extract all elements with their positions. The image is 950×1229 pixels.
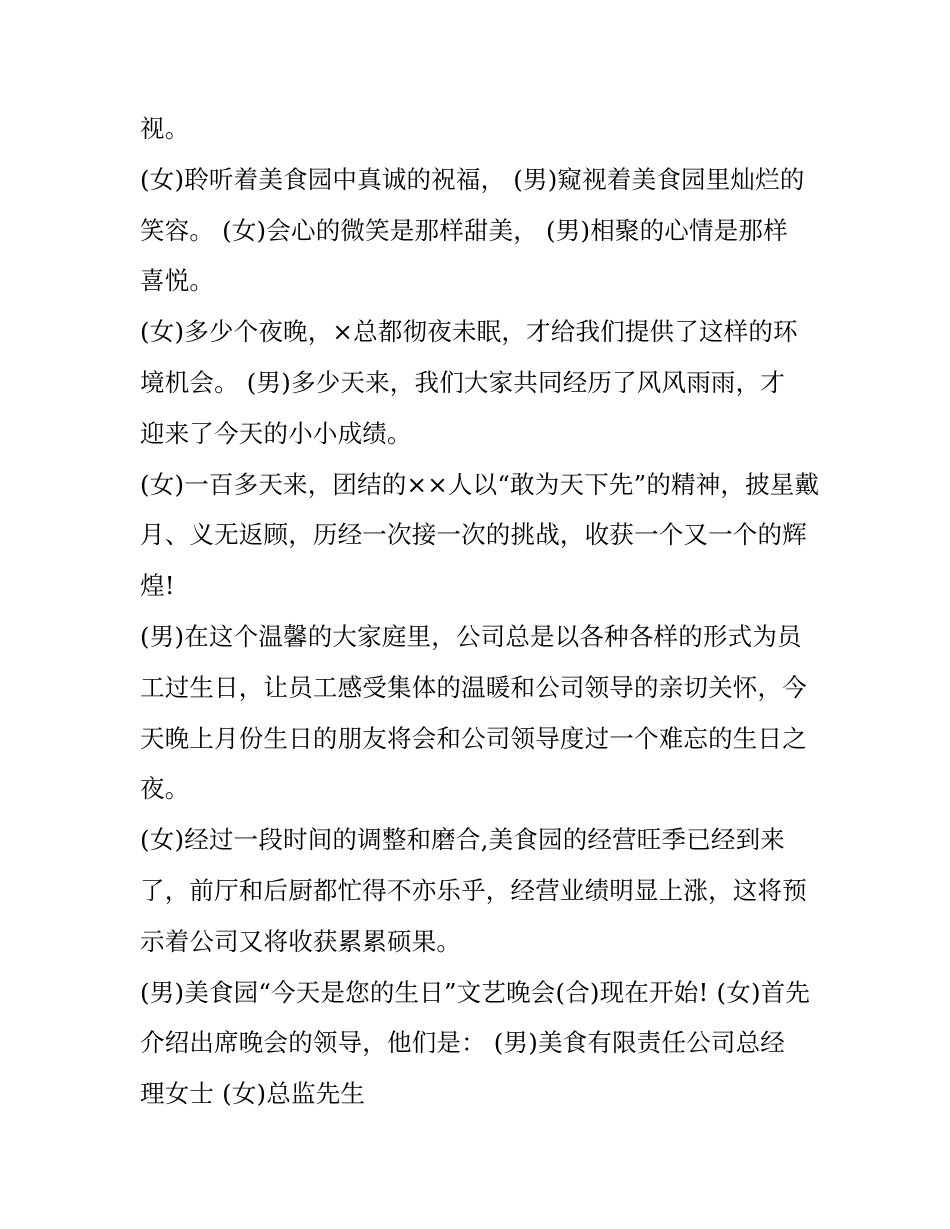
text-line: (女)聆听着美食园中真诚的祝福， (男)窥视着美食园里灿烂的 xyxy=(140,164,805,194)
text-line: (男)美食园“今天是您的生日”文艺晚会(合)现在开始! (女)首先 xyxy=(140,977,811,1007)
document-body xyxy=(140,104,820,1120)
text-line: (女)一百多天来，团结的××人以“敢为天下先”的精神，披星戴 xyxy=(140,469,820,499)
text-line: (男)在这个温馨的大家庭里，公司总是以各种各样的形式为员 xyxy=(140,621,802,651)
text-line: (女)多少个夜晚，×总都彻夜未眠，才给我们提供了这样的环 xyxy=(140,317,798,347)
text-line: 视。 xyxy=(140,114,190,143)
text-line: 天晚上月份生日的朋友将会和公司领导度过一个难忘的生日之 xyxy=(140,723,807,753)
text-line: 月、义无返顾，历经一次接一次的挑战，收获一个又一个的辉 xyxy=(140,520,807,550)
text-line: 煌! xyxy=(140,571,175,601)
text-line: 笑容。 (女)会心的微笑是那样甜美， (男)相聚的心情是那样 xyxy=(140,215,788,245)
text-line: 工过生日，让员工感受集体的温暖和公司领导的亲切关怀，今 xyxy=(140,672,807,702)
text-line: (女)经过一段时间的调整和磨合,美食园的经营旺季已经到来 xyxy=(140,825,786,855)
text-line: 介绍出席晚会的领导，他们是： (男)美食有限责任公司总经 xyxy=(140,1028,786,1058)
text-line: 夜。 xyxy=(140,774,190,804)
text-line: 迎来了今天的小小成绩。 xyxy=(140,418,412,448)
text-line: 示着公司又将收获累累硕果。 xyxy=(140,926,462,956)
text-line: 境机会。 (男)多少天来，我们大家共同经历了风风雨雨，才 xyxy=(140,367,786,397)
text-line: 理女士 (女)总监先生 xyxy=(140,1079,366,1109)
text-line: 了，前厅和后厨都忙得不亦乐乎，经营业绩明显上涨，这将预 xyxy=(140,875,807,905)
text-line: 喜悦。 xyxy=(140,266,215,296)
